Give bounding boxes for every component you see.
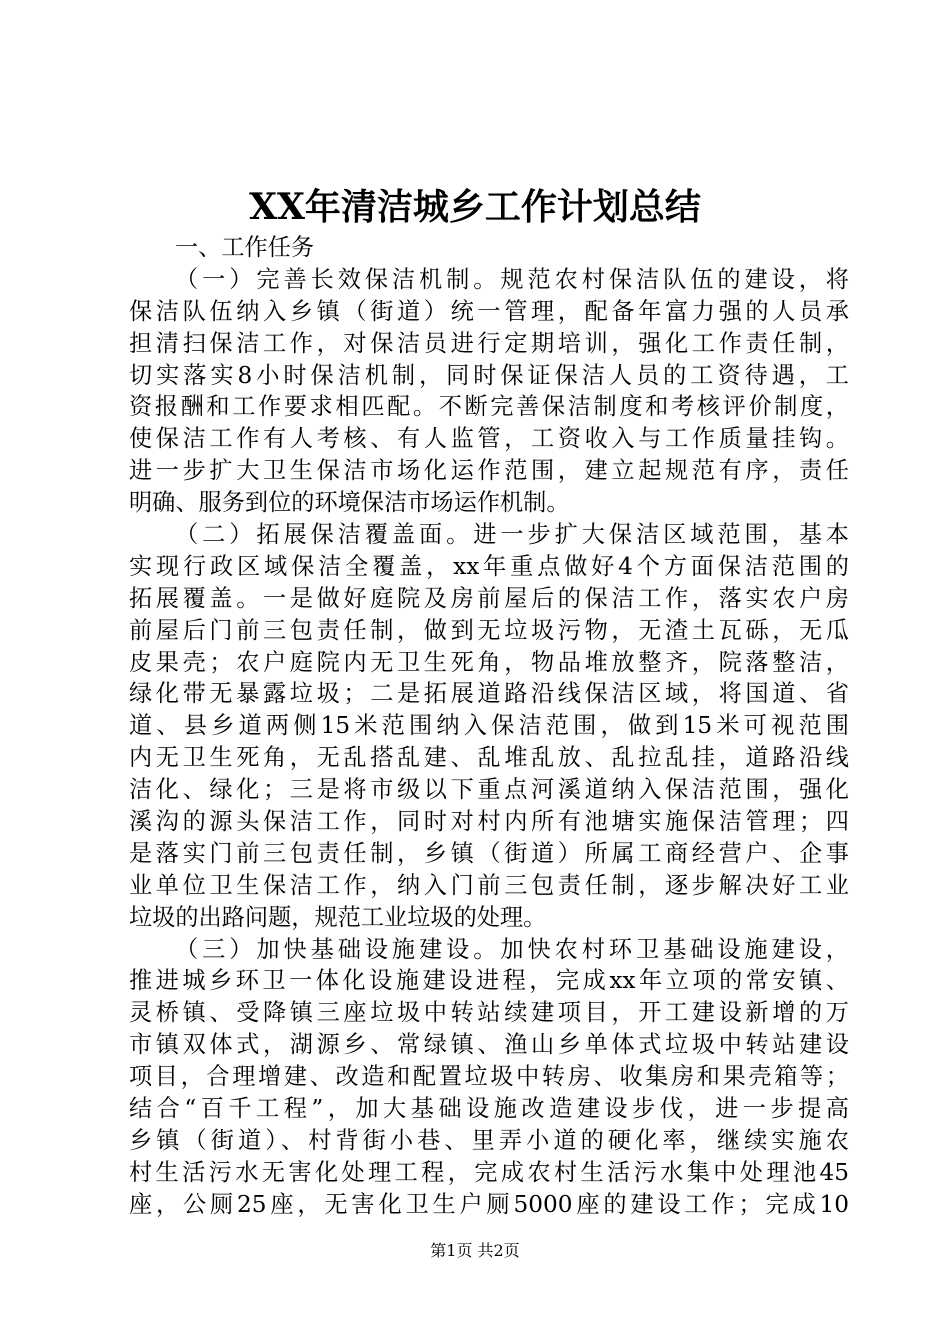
paragraph-line: 使保洁工作有人考核、有人监管，工资收入与工作质量挂钩。 [129, 425, 849, 453]
paragraph-line: 绿化带无暴露垃圾；二是拓展道路沿线保洁区域，将国道、省 [129, 680, 849, 708]
paragraph-line: 实现行政区域保洁全覆盖，xx年重点做好4个方面保洁范围的 [129, 552, 849, 580]
paragraph-line: 推进城乡环卫一体化设施建设进程，完成xx年立项的常安镇、 [129, 967, 849, 995]
paragraph-line: 保洁队伍纳入乡镇（街道）统一管理，配备年富力强的人员承 [129, 297, 849, 325]
paragraph-line: 进一步扩大卫生保洁市场化运作范围，建立起规范有序，责任 [129, 457, 849, 485]
paragraph-line: 道、县乡道两侧15米范围纳入保洁范围，做到15米可视范围 [129, 712, 849, 740]
paragraph-line: （一）完善长效保洁机制。规范农村保洁队伍的建设，将 [175, 265, 849, 293]
paragraph-line: 结合“百千工程”，加大基础设施改造建设步伐，进一步提高 [129, 1095, 849, 1123]
paragraph-line: 明确、服务到位的环境保洁市场运作机制。 [129, 489, 570, 517]
paragraph-line: 资报酬和工作要求相匹配。不断完善保洁制度和考核评价制度， [129, 393, 849, 421]
paragraph-line: 是落实门前三包责任制，乡镇（街道）所属工商经营户、企事 [129, 839, 849, 867]
document-body [129, 232, 849, 1221]
paragraph-line: 灵桥镇、受降镇三座垃圾中转站续建项目，开工建设新增的万 [129, 999, 849, 1027]
document-title: XX年清洁城乡工作计划总结 [249, 186, 701, 228]
paragraph-line: 皮果壳；农户庭院内无卫生死角，物品堆放整齐，院落整洁， [129, 648, 849, 676]
paragraph-line: 溪沟的源头保洁工作，同时对村内所有池塘实施保洁管理；四 [129, 808, 849, 836]
paragraph-line: 拓展覆盖。一是做好庭院及房前屋后的保洁工作，落实农户房 [129, 584, 849, 612]
paragraph-line: 担清扫保洁工作，对保洁员进行定期培训，强化工作责任制， [129, 329, 849, 357]
paragraph-line: 乡镇（街道）、村背街小巷、里弄小道的硬化率，继续实施农 [129, 1126, 849, 1154]
paragraph-line: 切实落实8小时保洁机制，同时保证保洁人员的工资待遇，工 [129, 361, 849, 389]
paragraph-line: 项目，合理增建、改造和配置垃圾中转房、收集房和果壳箱等； [129, 1063, 849, 1091]
paragraph-line: 内无卫生死角，无乱搭乱建、乱堆乱放、乱拉乱挂，道路沿线 [129, 744, 849, 772]
page-footer: 第1页 共2页 [430, 1241, 520, 1260]
paragraph-line: 前屋后门前三包责任制，做到无垃圾污物，无渣土瓦砾，无瓜 [129, 616, 849, 644]
paragraph-line: 村生活污水无害化处理工程，完成农村生活污水集中处理池45 [129, 1158, 849, 1186]
paragraph-line: 座，公厕25座，无害化卫生户厕5000座的建设工作；完成10 [129, 1190, 849, 1218]
paragraph-line: （二）拓展保洁覆盖面。进一步扩大保洁区域范围，基本 [175, 521, 849, 549]
paragraph-line: 洁化、绿化；三是将市级以下重点河溪道纳入保洁范围，强化 [129, 776, 849, 804]
section-heading: 一、工作任务 [175, 234, 315, 261]
paragraph-line: 垃圾的出路问题，规范工业垃圾的处理。 [129, 903, 547, 931]
paragraph-line: 业单位卫生保洁工作，纳入门前三包责任制，逐步解决好工业 [129, 871, 849, 899]
paragraph-line: （三）加快基础设施建设。加快农村环卫基础设施建设， [175, 935, 849, 963]
paragraph-line: 市镇双体式，湖源乡、常绿镇、渔山乡单体式垃圾中转站建设 [129, 1031, 849, 1059]
